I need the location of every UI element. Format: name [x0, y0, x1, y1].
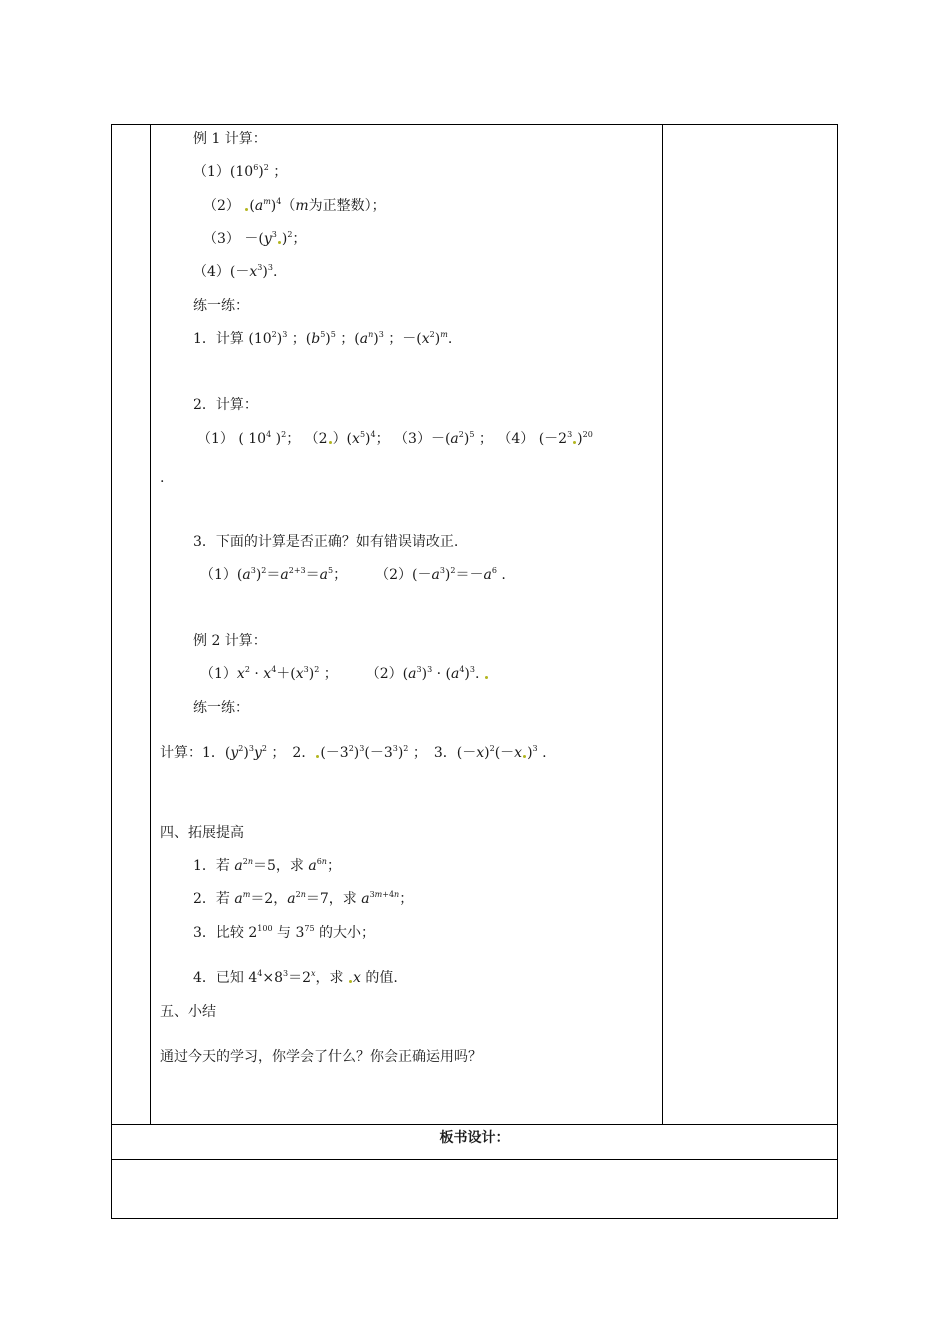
- section-4-item-1: 1．若 $a^{2n}=5$，求 $a^{6n}$；: [193, 857, 341, 874]
- section-4-item-4: 4．已知 $4^4\times 8^3=2^x$，求 x 的值.: [193, 969, 398, 986]
- example-1-item-2: （2） $(a^m)^4(m$为正整数）；: [203, 197, 386, 214]
- practice-1-item-1: 1．计算 $(10^2)^3$ ；$(b^5)^5$ ；$(a^n)^3$ ；$-(x^2)^m$.: [193, 330, 453, 347]
- example-1-item-1: $(1)(10^6)^2$ ；: [193, 163, 288, 180]
- example-2-heading: 例 2 计算：: [193, 633, 267, 649]
- section-4-item-3: 3．比较 $2^{100}$ 与 $3^{75}$ 的大小；: [193, 924, 375, 941]
- practice-1-item-2-body: （1） ( $10^4$ )$^2$； （2 ）$(x^5)^4$； $(3)-(a^2)^5$ ； （4） ($-2^3$ )$^{20}$: [197, 430, 593, 447]
- board-design-title: 板书设计：: [439, 1130, 510, 1146]
- example-1-item-3: $(3) -(y^3$ )$^2$；: [203, 230, 307, 247]
- practice-1-item-2-period: .: [160, 470, 165, 486]
- column-divider-right: [662, 124, 663, 1124]
- example-2-body: $(1)x^2 \cdot x^4+(x^3)^2$ ； $(2)(a^3)^3 \cdot (a^4)^3$.: [200, 665, 489, 683]
- example-1-item-4: $(4)(-x^3)^3$.: [193, 263, 278, 280]
- summary-text: 通过今天的学习，你学会了什么？你会正确运用吗？: [160, 1049, 482, 1065]
- practice-2-body: 计算：1．$(y^2)^3y^2$ ； 2． $(-3^2)^3(-3^3)^2$ ； 3．$(-x)^2(-x$ )$^3$ .: [160, 744, 547, 761]
- practice-1-item-2-heading: 2．计算：: [193, 397, 258, 413]
- practice-2-heading: 练一练：: [193, 700, 249, 716]
- practice-1-item-3-heading: 3．下面的计算是否正确？如有错误请改正.: [193, 534, 459, 550]
- column-divider-left: [150, 124, 151, 1124]
- section-4-heading: 四、拓展提高: [160, 825, 244, 841]
- section-4-item-2: 2．若 $a^m=2$，$a^{2n}=7$，求 $a^{3m+4n}$；: [193, 890, 414, 907]
- practice-1-item-3-body: $(1)(a^3)^2=a^{2+3}=a^5$； $(2)(-a^3)^2=-a^6$ .: [200, 566, 506, 583]
- section-5-heading: 五、小结: [160, 1004, 216, 1020]
- example-1-heading: 例 1 计算：: [193, 131, 267, 147]
- practice-1-heading: 练一练：: [193, 298, 249, 314]
